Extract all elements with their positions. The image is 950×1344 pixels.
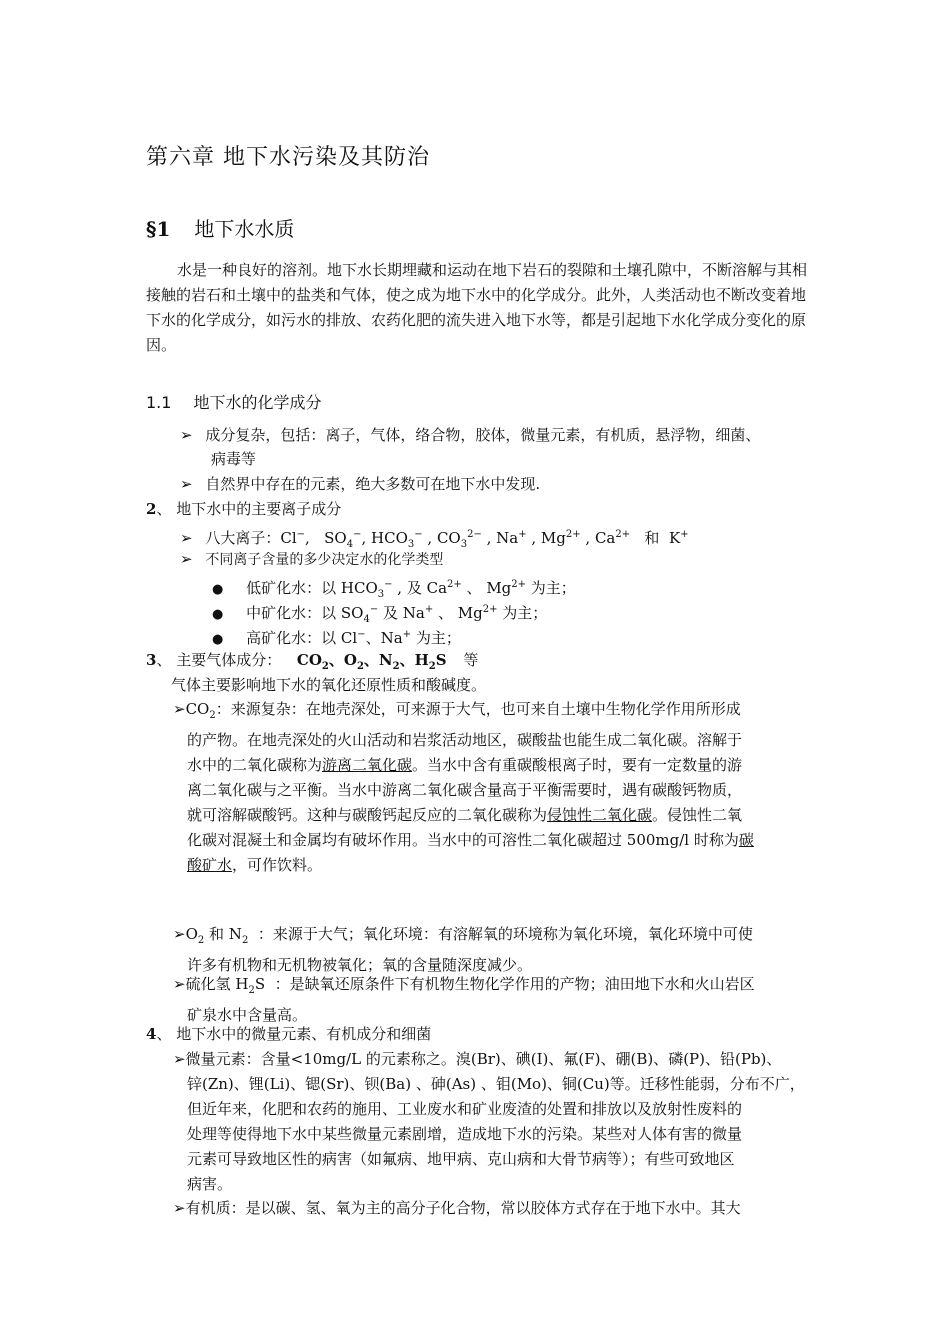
arrow-bullet-icon [173, 1050, 186, 1068]
numbered-heading [146, 497, 341, 522]
dot-bullet-icon: ● [212, 607, 224, 622]
trace-elements-paragraph: ➢ 微量元素：含量<10mg/L 的元素称之。溴(Br)、碘(I)、氟(F)、硼(B)、磷(P)、铅(Pb)、 锌(Zn)、锂(Li)、锶(Sr)、钡(Ba) 、砷(As) 、钼(Mo)、铜(Cu)等。迁移性能弱，分布不广， 但近年来，化肥和农药的施用、工业废水和矿业废渣的处置和排放以及放射性废料的 处理等使得地下水中某些微量元素剧增，造成地下水的污染。某些对人体有害的微量 元素可导致地区性的病害（如氟病、地甲病、克山病和大骨节病等）；有些可致地区 病害。 [173, 1047, 805, 1197]
arrow-bullet-icon [173, 925, 186, 943]
list-item-text: 不同离子含量的多少决定水的化学类型 [205, 552, 444, 568]
term-free-co2: 游离二氧化碳 [322, 756, 413, 774]
term-carbonated-mineral-water: 酸矿水 [187, 856, 233, 874]
section-number: §1 [146, 217, 171, 241]
section-heading [146, 213, 294, 242]
arrow-bullet-icon [180, 475, 193, 493]
subsection-heading [146, 390, 321, 413]
gas-formula-list: $CO_2$、$O_2$、$N_2$、$H_2S$ [281, 651, 447, 672]
item-number: 4 [146, 1025, 157, 1043]
ion-formula: $HCO_3^-$ , 及 $Ca^{2+}$ 、 $Mg^{2+}$ 为主； [336, 579, 576, 600]
dot-bullet-icon: ● [212, 632, 224, 647]
item-title: 、 地下水中的微量元素、有机成分和细菌 [156, 1025, 432, 1043]
list-item [180, 423, 760, 448]
intro-paragraph: 水是一种良好的溶剂。地下水长期埋藏和运动在地下岩石的裂隙和土壤孔隙中，不断溶解与其相接触的岩石和土壤中的盐类和气体，使之成为地下水中的化学成分。此外，人类活动也不断改变着地下水的化学成分，如污水的排放、农药化肥的流失进入地下水等，都是引起地下水化学成分变化的原因。 [146, 261, 808, 354]
arrow-bullet-icon [173, 700, 186, 718]
arrow-bullet-icon [173, 1199, 186, 1217]
list-item-text: 自然界中存在的元素，绝大多数可在地下水中发现. [205, 475, 541, 493]
ion-formula: $SO_4^-$ 及 Na+ 、 $Mg^{2+}$ 为主； [336, 604, 548, 625]
arrow-bullet-icon [180, 529, 193, 547]
list-item [180, 472, 540, 497]
chapter-title: 第六章 地下水污染及其防治 [146, 145, 430, 170]
list-item-label: 高矿化水：以 [246, 629, 337, 647]
list-item-continuation: 病毒等 [211, 450, 257, 468]
list-item-label: 中矿化水：以 [246, 604, 337, 622]
arrow-bullet-icon [180, 550, 193, 568]
list-item-label: 低矿化水：以 [246, 579, 337, 597]
gas-note: 气体主要影响地下水的氧化还原性质和酸碱度。 [171, 676, 487, 694]
arrow-bullet-icon [180, 426, 193, 444]
subsection-title: 地下水的化学成分 [193, 393, 322, 412]
dot-bullet-icon: ● [212, 582, 224, 597]
h2s-paragraph: ➢ 硫化氢 $H_2S$ ：是缺氧还原条件下有机物生物化学作用的产物；油田地下水和火山岩区 矿泉水中含量高。 [173, 972, 755, 1028]
item-title: 、 地下水中的主要离子成分 [156, 500, 342, 518]
term-aggressive-co2: 侵蚀性二氧化碳 [547, 806, 653, 824]
co2-paragraph: ➢ $CO_2$：来源复杂：在地壳深处，可来源于大气，也可来自土壤中生物化学作用所形成 的产物。在地壳深处的火山活动和岩浆活动地区，碳酸盐也能生成二氧化碳。溶解于 水中的二氧化碳称为游离二氧化碳。当水中含有重碳酸根离子时，要有一定数量的游 离二氧化碳与之平衡。当水中游离二氧化碳含量高于平衡需要时，遇有碳酸钙物质， 就可溶解碳酸钙。这种与碳酸钙起反应的二氧化碳称为侵蚀性二氧化碳。侵蚀性二氧 化碳对混凝土和金属均有破坏作用。当水中的可溶性二氧化碳超过 500mg/l 时称为碳 酸矿水，可作饮料。 [173, 697, 754, 878]
list-item-text: 成分复杂，包括：离子，气体，络合物，胶体，微量元素，有机质，悬浮物，细菌、 [205, 426, 761, 444]
arrow-bullet-icon [173, 975, 186, 993]
item-title: 、 主要气体成分： [156, 651, 282, 669]
subsection-number: 1.1 [146, 393, 172, 412]
section-title: 地下水水质 [194, 217, 295, 241]
organic-matter-paragraph: ➢ 有机质：是以碳、氢、氧为主的高分子化合物，常以胶体方式存在于地下水中。其大 [173, 1196, 741, 1221]
item-number: 3 [146, 651, 157, 669]
item-suffix: 等 [463, 651, 479, 669]
list-item [180, 547, 443, 573]
item-number: 2 [146, 500, 157, 518]
o2-n2-paragraph: ➢ $O_2$ 和 $N_2$ ：来源于大气；氧化环境：有溶解氧的环境称为氧化环境，氧化环境中可使 许多有机物和无机物被氧化；氧的含量随深度减少。 [173, 922, 753, 978]
numbered-heading [146, 1022, 431, 1047]
ion-formula-list: Cl−, $SO_4^-$, $HCO_3^-$ , $CO_3^{2-}$ , Na+ , $Mg^{2+}$ , $Ca^{2+}$ 和 K+ [280, 529, 689, 550]
ion-formula: Cl−、Na+ 为主； [336, 629, 461, 647]
list-item-label: 八大离子： [205, 529, 281, 547]
